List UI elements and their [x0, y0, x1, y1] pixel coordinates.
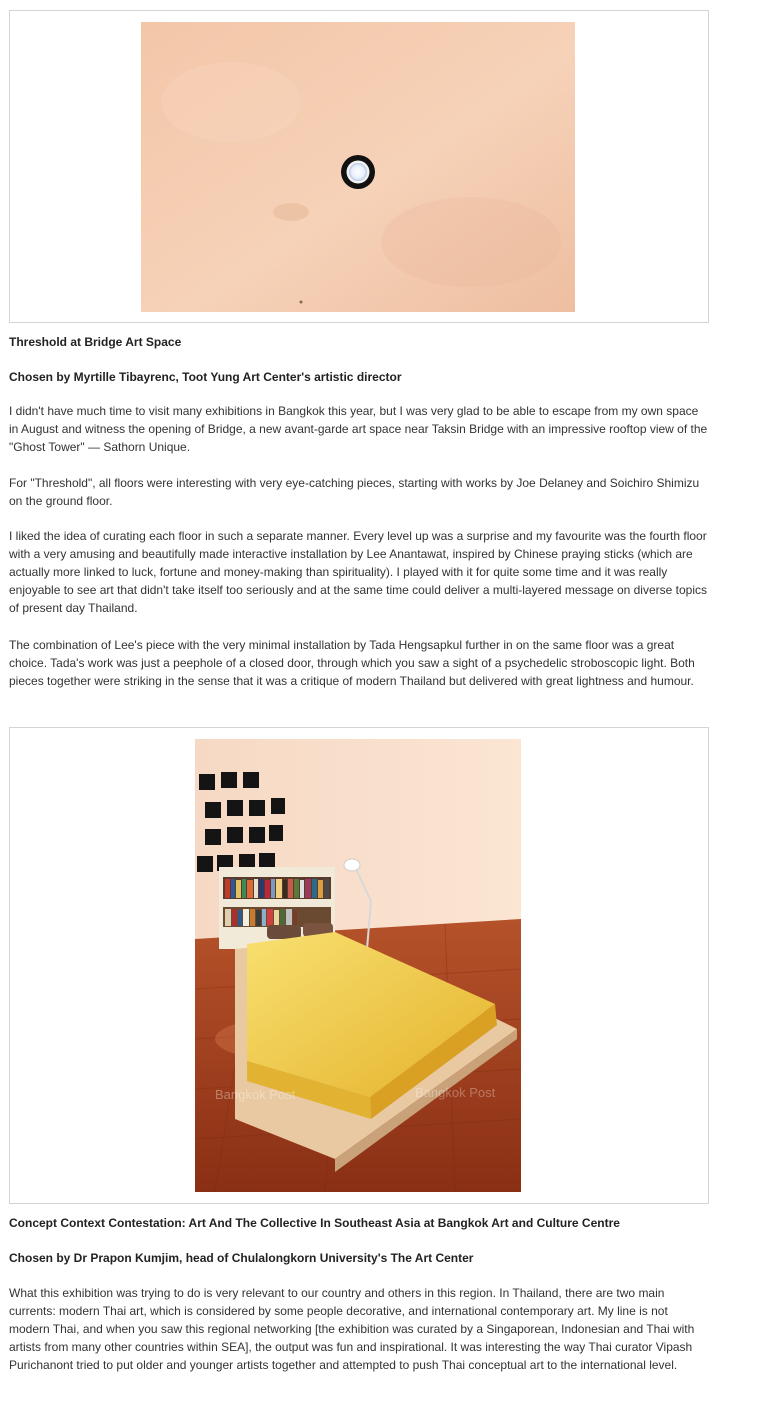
body-paragraph: What this exhibition was trying to do is very relevant to our country and others in this region. In Thailand, there are two main currents: modern Thai art, which is considered by some people decorative, and international contemporary art. My line is not modern Thai, and when you saw this regional networking [the exhibition was curated by a Singaporean, Indonesian and Thai with artists from many other countries within SEA], the output was fun and inspirational. It was interesting the way Thai curator Vipash Purichanont tried to put older and younger artists together and attempted to push Thai conceptual art to the international level.	[9, 1286, 695, 1372]
body-paragraph: The combination of Lee's piece with the very minimal installation by Tada Hengsapkul further in on the same floor was a great choice. Tada's work was just a peephole of a closed door, through which you saw a sight of a psychedelic stroboscopic light. Both pieces together were striking in the sense that it was a critique of modern Thailand but delivered with great lightness and humour.	[9, 638, 695, 688]
peephole-door-photo	[141, 22, 575, 312]
bed-installation-photo	[195, 739, 521, 1192]
body-paragraph: I liked the idea of curating each floor in such a separate manner. Every level up was a surprise and my favourite was the fourth floor with a very amusing and beautifully made interactive installation by Lee Anantawat, inspired by Chinese praying sticks (which are actually more linked to luck, fortune and money-making than spirituality). I played with it for quite some time and it was really enjoyable to see art that didn't take itself too seriously and at the same time could deliver a multi-layered message on diverse topics of present day Thailand.	[9, 529, 707, 615]
chooser-byline-kumjim: Chosen by Dr Prapon Kumjim, head of Chulalongkorn University's The Art Center	[9, 1251, 474, 1265]
section-title-threshold: Threshold at Bridge Art Space	[9, 335, 182, 349]
photo-frame-peephole	[9, 10, 709, 323]
body-paragraph: I didn't have much time to visit many exhibitions in Bangkok this year, but I was very glad to be able to escape from my own space in August and witness the opening of Bridge, a new avant-garde art space near Taksin Bridge with an impressive rooftop view of the "Ghost Tower" — Sathorn Unique.	[9, 404, 708, 454]
photo-watermark: Bangkok Post	[215, 1087, 296, 1102]
section-title-concept-context: Concept Context Contestation: Art And The Collective In Southeast Asia at Bangkok Art and Culture Centre	[9, 1216, 620, 1230]
chooser-byline-tibayrenc: Chosen by Myrtille Tibayrenc, Toot Yung Art Center's artistic director	[9, 370, 402, 384]
photo-watermark: Bangkok Post	[415, 1085, 496, 1100]
body-paragraph: For "Threshold", all floors were interesting with very eye-catching pieces, starting with works by Joe Delaney and Soichiro Shimizu on the ground floor.	[9, 476, 700, 508]
photo-frame-bed-installation	[9, 727, 709, 1204]
